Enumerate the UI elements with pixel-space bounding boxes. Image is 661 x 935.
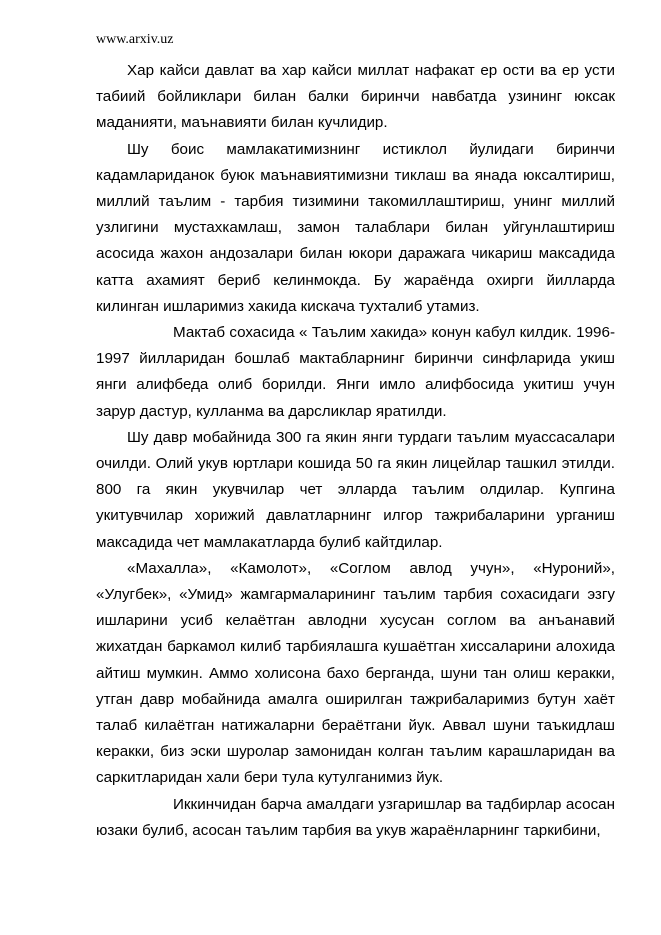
- source-url: www.arxiv.uz: [96, 32, 174, 47]
- paragraph: Шу давр мобайнида 300 га якин янги турдаги таълим муассасалари очилди. Олий укув юртлари кошида 50 га якин лицейлар ташкил этилди. 800 га якин укувчилар чет элларда таълим олдилар. Купгина укитувчилар хорижий давлатларнинг илгор тажрибаларини урганиш максадида чет мамлакатларда булиб кайтдилар.: [96, 428, 615, 551]
- paragraph: Хар кайси давлат ва хар кайси миллат нафакат ер ости ва ер усти табиий бойликлари билан балки биринчи навбатда узининг юксак маданияти, маънавияти билан кучлидир.: [96, 62, 615, 132]
- paragraph: «Махалла», «Камолот», «Соглом авлод учун», «Нуроний», «Улугбек», «Умид» жамгармаларининг таълим тарбия сохасидаги эзгу ишларини усиб келаётган авлодни хусусан соглом ва анъанавий жихатдан баркамол килиб тарбиялашга кушаётган хиссаларини алохида айтиш мумкин. Аммо холисона бахо берганда, шуни тан олиш керакки, утган давр мобайнида амалга оширилган тажрибаларимиз бутун хаёт талаб килаётган натижаларни бераётгани йук. Аввал шуни таъкидлаш керакки, биз эски шуролар замонидан колган таълим карашларидан ва саркитларидан хали бери тула кутулганимиз йук.: [96, 559, 615, 787]
- paragraph: Шу боис мамлакатимизнинг истиклол йулидаги биринчи кадамлариданок буюк маънавиятимизни тиклаш ва янада юксалтириш, миллий таълим - тарбия тизимини такомиллаштириш, унинг миллий узлигини мустахкамлаш, замон талаблари билан уйгунлаштириш асосида жахон андозалари билан юкори даражага чикариш максадида катта ахамият бериб келинмокда. Бу жараёнда охирги йилларда килинган ишларимиз хакида кискача тухталиб утамиз.: [96, 140, 615, 315]
- document-body: [96, 58, 615, 844]
- paragraph: Мактаб сохасида « Таълим хакида» конун кабул килдик. 1996-1997 йилларидан бошлаб мактабларнинг биринчи синфларида укиш янги алифбеда олиб борилди. Янги имло алифбосида укитиш учун зарур дастур, кулланма ва дарсликлар яратилди.: [96, 324, 615, 420]
- paragraph: Иккинчидан барча амалдаги узгаришлар ва тадбирлар асосан юзаки булиб, асосан таълим тарбия ва укув жараёнларнинг таркибини,: [96, 795, 615, 839]
